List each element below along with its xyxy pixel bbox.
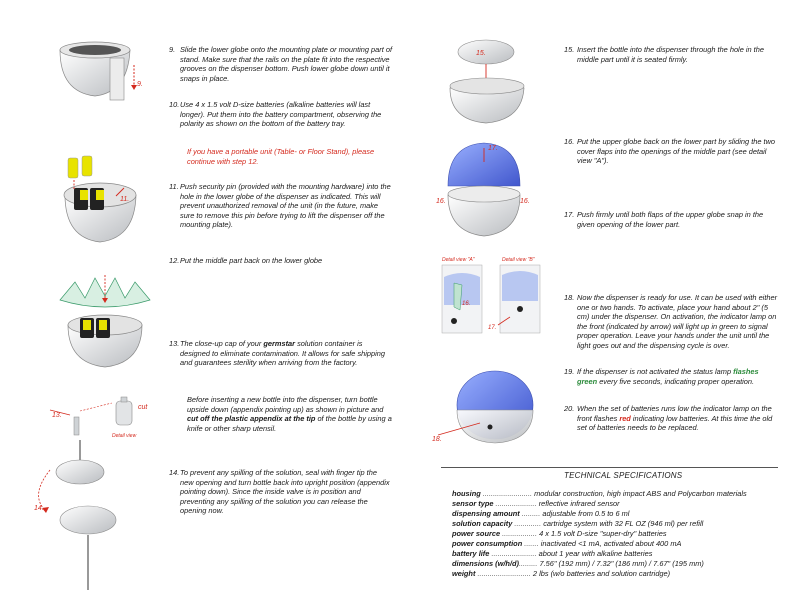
figure-step-16: [434, 140, 534, 240]
label-detail-view: Detail view: [112, 433, 137, 439]
figure-step-15: [438, 38, 538, 123]
figure-step-9: [40, 30, 160, 105]
spec-row-battery-life: battery life ...................... about 1 year with alkaline batteries: [452, 549, 653, 558]
figure-step-12: [50, 270, 160, 370]
figure-step-18: [430, 365, 540, 450]
label-14: 14.: [34, 505, 44, 512]
spec-row-dimensions: dimensions (w/h/d)......... 7.56" (192 mm) / 7.32" (186 mm) / 7.67" (195 mm): [452, 559, 704, 568]
portable-unit-note: If you have a portable unit (Table- or Floor Stand), please continue with step 12.: [187, 147, 375, 166]
spec-row-weight: weight .......................... 2 lbs (w/o batteries and solution cartridge): [452, 569, 671, 578]
label-17-detail: 17.: [488, 325, 497, 331]
label-15: 15.: [476, 50, 486, 57]
label-13: 13.: [52, 412, 62, 419]
figure-step-14: [30, 440, 140, 590]
label-cut: cut: [138, 404, 148, 411]
spec-row-power-consumption: power consumption ....... inactivated <1 mA, activated about 400 mA: [452, 539, 682, 548]
spec-row-power-source: power source ................. 4 x 1.5 volt D-size "super-dry" batteries: [452, 529, 667, 538]
spec-row-capacity: solution capacity ............. cartridge system with 32 FL OZ (946 ml) per refill: [452, 519, 704, 528]
label-detail-b: Detail view "B": [502, 257, 535, 263]
specs-title: TECHNICAL SPECIFICATIONS: [564, 471, 683, 480]
figure-step-11: [50, 150, 150, 250]
label-18: 18.: [432, 436, 442, 443]
label-16-detail: 16.: [462, 301, 471, 307]
step-13-instructions: Before inserting a new bottle into the dispenser, turn bottle upside down (appendix pointing up) as shown in picture and cut off the plastic appendix at the tip of the bottle by using a knife or other sharp utensil.: [187, 395, 392, 433]
spec-row-sensor: sensor type .................... reflective infrared sensor: [452, 499, 620, 508]
label-16-right: 16.: [520, 198, 530, 205]
label-detail-a: Detail view "A": [442, 257, 475, 263]
spec-row-dispensing: dispensing amount ......... adjustable from 0.5 to 6 ml: [452, 509, 630, 518]
spec-row-housing: housing ........................ modular construction, high impact ABS and Polycarbon materials: [452, 489, 747, 498]
brand-name: germstar: [263, 339, 296, 348]
label-16-left: 16.: [436, 198, 446, 205]
specs-divider: [441, 467, 778, 468]
label-11: 11.: [120, 196, 130, 203]
figure-detail-views: [440, 255, 550, 335]
label-9: 9.: [137, 81, 143, 88]
figure-step-13: [50, 395, 160, 445]
label-17: 17.: [488, 145, 498, 152]
